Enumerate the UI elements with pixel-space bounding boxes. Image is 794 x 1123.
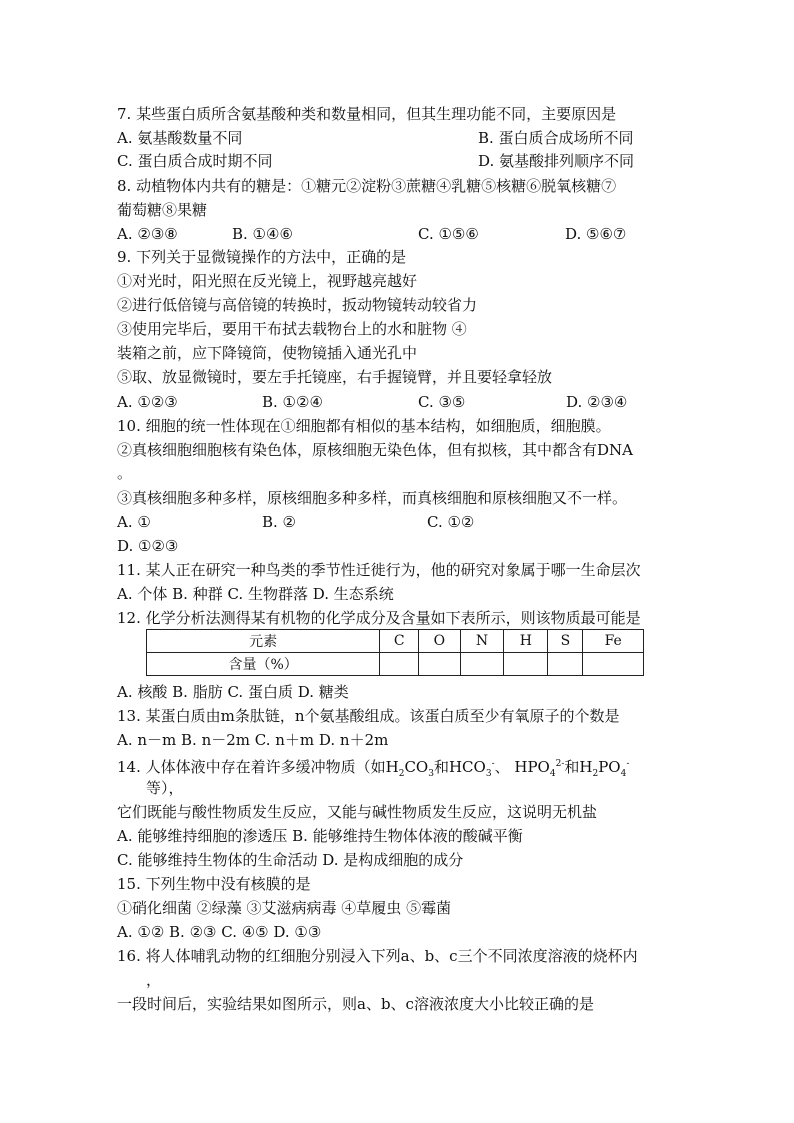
q10-option-c[interactable]: C. ①② [427, 513, 475, 531]
q7-option-b[interactable]: B. 蛋白质合成场所不同 [478, 129, 634, 147]
q16-stem: 16. 将人体哺乳动物的红细胞分别浸入下列a、b、c三个不同浓度溶液的烧杯内 [117, 947, 638, 965]
q9-option-c[interactable]: C. ③⑤ [418, 393, 466, 411]
q7-option-c[interactable]: C. 蛋白质合成时期不同 [117, 152, 273, 170]
table-cell: S [548, 630, 583, 653]
table-cell: H [504, 630, 548, 653]
table-cell: O [419, 630, 460, 653]
q7-option-a[interactable]: A. 氨基酸数量不同 [117, 129, 243, 147]
q8-option-b[interactable]: B. ①④⑥ [232, 225, 293, 243]
q14-options-cd[interactable]: C. 能够维持生物体的生命活动 D. 是构成细胞的成分 [117, 851, 464, 869]
table-cell: 元素 [147, 630, 380, 653]
table-cell [583, 653, 644, 676]
q10-option-b[interactable]: B. ② [262, 513, 297, 531]
q9-stem: 9. 下列关于显微镜操作的方法中，正确的是 [117, 248, 407, 266]
q8-option-a[interactable]: A. ②③⑧ [117, 225, 178, 243]
q12-stem: 12. 化学分析法测得某有机物的化学成分及含量如下表所示，则该物质最可能是 [117, 609, 641, 627]
q9-option-d[interactable]: D. ②③④ [566, 393, 628, 411]
table-cell: Fe [583, 630, 644, 653]
q9-statement-1: ①对光时，阳光照在反光镜上，视野越亮越好 [117, 272, 418, 290]
q15-stem: 15. 下列生物中没有核膜的是 [117, 875, 311, 893]
q10-stem: 10. 细胞的统一性体现在①细胞都有相似的基本结构，如细胞质，细胞膜。 [117, 417, 611, 435]
table-cell [548, 653, 583, 676]
q9-statement-5: ⑤取、放显微镜时，要左手托镜座，右手握镜臂，并且要轻拿轻放 [117, 368, 553, 386]
q8-option-d[interactable]: D. ⑤⑥⑦ [565, 225, 627, 243]
table-cell [504, 653, 548, 676]
table-cell: N [460, 630, 504, 653]
table-cell [460, 653, 504, 676]
q9-statement-3: ③使用完毕后，要用干布拭去载物台上的水和脏物 ④ [117, 320, 467, 338]
table-cell: 含量（%） [147, 653, 380, 676]
composition-table [146, 629, 644, 676]
q11-options[interactable]: A. 个体 B. 种群 C. 生物群落 D. 生态系统 [117, 585, 394, 603]
q14-stem-cont: 等）， [146, 779, 184, 797]
table-row [147, 630, 644, 653]
q10-statement-3: ③真核细胞多种多样，原核细胞多种多样，而真核细胞和原核细胞又不一样。 [117, 489, 628, 507]
q13-options[interactable]: A. n－m B. n－2m C. n＋m D. n＋2m [117, 731, 389, 749]
q9-statement-4: 装箱之前，应下降镜筒，使物镜插入通光孔中 [117, 344, 418, 362]
q9-statement-2: ②进行低倍镜与高倍镜的转换时，扳动物镜转动较省力 [117, 296, 478, 314]
q15-options[interactable]: A. ①② B. ②③ C. ④⑤ D. ①③ [117, 923, 322, 941]
table-cell: C [380, 630, 419, 653]
q13-stem: 13. 某蛋白质由m条肽链，n个氨基酸组成。该蛋白质至少有氧原子的个数是 [117, 707, 620, 725]
q10-option-d[interactable]: D. ①②③ [117, 537, 179, 555]
q16-stem-comma: ， [146, 971, 162, 989]
q14-stem: 14. 人体体液中存在着许多缓冲物质（如$H_2CO_3$和$HCO_3^-$、 $HPO_4^{2-}$和$H_2PO_4^-$ [117, 758, 630, 779]
q12-options[interactable]: A. 核酸 B. 脂肪 C. 蛋白质 D. 糖类 [117, 683, 349, 701]
q8-stem: 8. 动植物体内共有的糖是：①糖元②淀粉③蔗糖④乳糖⑤核糖⑥脱氧核糖⑦ [117, 177, 617, 195]
q10-statement-2: ②真核细胞细胞核有染色体，原核细胞无染色体，但有拟核，其中都含有DNA [117, 441, 633, 459]
q16-stem-cont: 一段时间后，实验结果如图所示，则a、b、c溶液浓度大小比较正确的是 [117, 995, 594, 1013]
q14-options-ab[interactable]: A. 能够维持细胞的渗透压 B. 能够维持生物体体液的酸碱平衡 [117, 827, 523, 845]
q7-option-d[interactable]: D. 氨基酸排列顺序不同 [478, 152, 635, 170]
q8-stem-cont: 葡萄糖⑧果糖 [117, 201, 208, 219]
table-row [147, 653, 644, 676]
q11-stem: 11. 某人正在研究一种鸟类的季节性迁徙行为，他的研究对象属于哪一生命层次 [117, 561, 641, 579]
q8-option-c[interactable]: C. ①⑤⑥ [418, 225, 479, 243]
table-cell [380, 653, 419, 676]
q14-stem-cont-2: 它们既能与酸性物质发生反应，又能与碱性物质发生反应，这说明无机盐 [117, 803, 598, 821]
q10-option-a[interactable]: A. ① [117, 513, 151, 531]
q15-items: ①硝化细菌 ②绿藻 ③艾滋病病毒 ④草履虫 ⑤霉菌 [117, 899, 452, 917]
table-cell [419, 653, 460, 676]
q9-option-b[interactable]: B. ①②④ [262, 393, 323, 411]
q10-statement-2-end: 。 [117, 464, 133, 482]
q7-stem: 7. 某些蛋白质所含氨基酸种类和数量相同，但其生理功能不同，主要原因是 [117, 105, 617, 123]
q9-option-a[interactable]: A. ①②③ [117, 393, 178, 411]
